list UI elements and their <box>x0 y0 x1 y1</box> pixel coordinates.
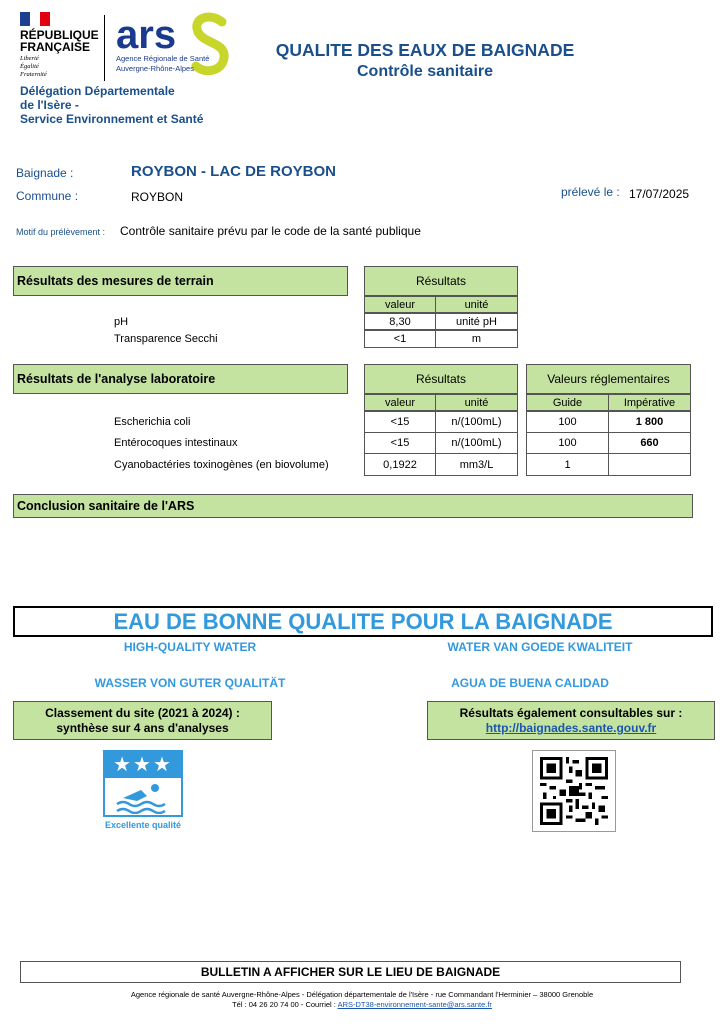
imperative-cyanobacteries <box>608 453 691 476</box>
svg-text:ars: ars <box>116 13 177 57</box>
republique-francaise-logo: RÉPUBLIQUE FRANÇAISE <box>20 28 99 54</box>
reg-values-header: Valeurs réglementaires <box>526 364 691 394</box>
ars-logo <box>114 12 234 80</box>
labo-param-ecoli: Escherichia coli <box>114 416 191 428</box>
qr-code-icon <box>539 757 609 825</box>
reg-col-guide: Guide <box>526 394 609 411</box>
labo-col-valeur: valeur <box>364 394 436 411</box>
imperative-enterocoques: 660 <box>608 432 691 454</box>
labo-col-unite: unité <box>435 394 518 411</box>
reg-col-imperative: Impérative <box>608 394 691 411</box>
svg-text:Agence Régionale de Santé: Agence Régionale de Santé <box>116 54 210 63</box>
labo-unit-ecoli: n/(100mL) <box>435 411 518 433</box>
bulletin-banner: BULLETIN A AFFICHER SUR LE LIEU DE BAIGNADE <box>20 961 681 983</box>
republique-devise: Liberté Égalité Fraternité <box>20 55 47 78</box>
footer-address: Agence régionale de santé Auvergne-Rhône-Alpes - Délégation départementale de l'Isère - rue Commandant l'Herminier – 38000 Grenoble <box>130 990 594 999</box>
delegation-name: Délégation Départementale de l'Isère - Service Environnement et Santé <box>20 84 204 126</box>
guide-enterocoques: 100 <box>526 432 609 454</box>
preleve-date: 17/07/2025 <box>629 187 690 201</box>
terrain-param-secchi: Transparence Secchi <box>114 333 218 345</box>
commune-value: ROYBON <box>131 190 184 204</box>
motif-value: Contrôle sanitaire prévu par le code de la santé publique <box>120 224 421 238</box>
commune-label: Commune : <box>16 189 79 203</box>
consult-box: Résultats également consultables sur : http://baignades.sante.gouv.fr <box>427 701 715 740</box>
terrain-value-secchi: <1 <box>364 330 436 348</box>
conclusion-section-title: Conclusion sanitaire de l'ARS <box>13 494 693 518</box>
verdict-de: WASSER VON GUTER QUALITÄT <box>94 676 286 690</box>
guide-ecoli: 100 <box>526 411 609 433</box>
preleve-label: prélevé le : <box>561 185 620 199</box>
quality-verdict: EAU DE BONNE QUALITE POUR LA BAIGNADE <box>13 606 713 637</box>
three-stars-icon: ★★★ <box>105 752 181 778</box>
terrain-value-ph: 8,30 <box>364 313 436 330</box>
baignade-label: Baignade : <box>16 166 74 180</box>
classement-box: Classement du site (2021 à 2024) : synthèse sur 4 ans d'analyses <box>13 701 272 740</box>
qr-code[interactable] <box>532 750 616 832</box>
terrain-col-valeur: valeur <box>364 296 436 313</box>
labo-unit-enterocoques: n/(100mL) <box>435 432 518 454</box>
badge-caption: Excellente qualité <box>104 820 182 830</box>
baignades-link[interactable]: http://baignades.sante.gouv.fr <box>485 721 657 735</box>
logo-divider <box>104 15 105 81</box>
labo-results-header: Résultats <box>364 364 518 394</box>
terrain-section-title: Résultats des mesures de terrain <box>13 266 348 296</box>
imperative-ecoli: 1 800 <box>608 411 691 433</box>
labo-section-title: Résultats de l'analyse laboratoire <box>13 364 348 394</box>
verdict-nl: WATER VAN GOEDE KWALITEIT <box>447 640 633 654</box>
page-subtitle: Contrôle sanitaire <box>356 63 494 80</box>
footer-contact: Tél : 04 26 20 74 00 - Courriel : ARS-DT38-environnement-sante@ars.sante.fr <box>232 1000 492 1009</box>
baignade-value: ROYBON - LAC DE ROYBON <box>131 163 337 180</box>
verdict-en: HIGH-QUALITY WATER <box>123 640 257 654</box>
terrain-unit-ph: unité pH <box>435 313 518 330</box>
terrain-results-header: Résultats <box>364 266 518 296</box>
labo-param-enterocoques: Entérocoques intestinaux <box>114 437 238 449</box>
terrain-unit-secchi: m <box>435 330 518 348</box>
excellent-quality-badge <box>103 750 183 834</box>
svg-text:Auvergne-Rhône-Alpes: Auvergne-Rhône-Alpes <box>116 64 194 73</box>
labo-value-enterocoques: <15 <box>364 432 436 454</box>
terrain-col-unite: unité <box>435 296 518 313</box>
marianne-flag <box>20 12 50 26</box>
page-title: QUALITE DES EAUX DE BAIGNADE <box>275 40 575 60</box>
labo-value-cyanobacteries: 0,1922 <box>364 453 436 476</box>
terrain-param-ph: pH <box>114 316 129 328</box>
verdict-es: AGUA DE BUENA CALIDAD <box>451 676 609 690</box>
labo-unit-cyanobacteries: mm3/L <box>435 453 518 476</box>
guide-cyanobacteries: 1 <box>526 453 609 476</box>
swimmer-icon <box>115 782 171 814</box>
motif-label: Motif du prélèvement : <box>16 227 106 237</box>
labo-param-cyanobacteries: Cyanobactéries toxinogènes (en biovolume) <box>114 459 329 471</box>
footer-email-link[interactable]: ARS-DT38-environnement-sante@ars.sante.fr <box>337 1000 492 1009</box>
labo-value-ecoli: <15 <box>364 411 436 433</box>
